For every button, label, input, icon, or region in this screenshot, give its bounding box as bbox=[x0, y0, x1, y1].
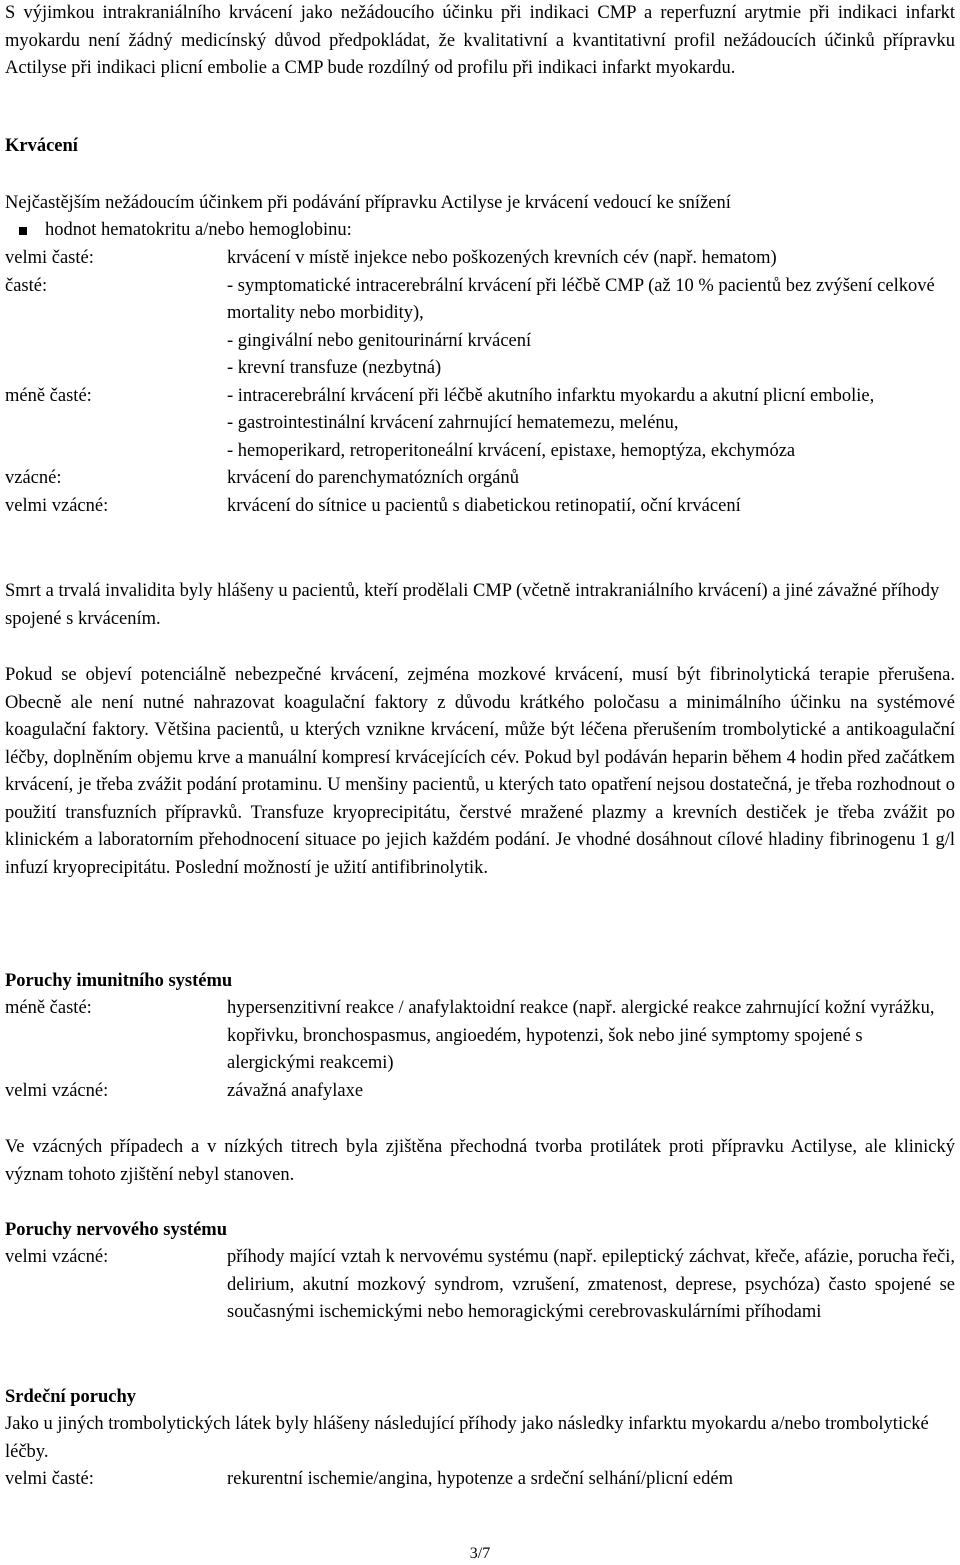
section-heading-bleeding: Krvácení bbox=[5, 136, 78, 156]
bleeding-intro: Nejčastějším nežádoucím účinkem při podávání přípravku Actilyse je krvácení vedoucí ke snížení bbox=[5, 193, 731, 213]
frequency-row bbox=[5, 383, 955, 466]
nervous-frequency-table bbox=[5, 1244, 955, 1327]
bullet-square-icon bbox=[19, 227, 27, 235]
frequency-label: méně časté: bbox=[5, 998, 92, 1018]
cardiac-frequency-table bbox=[5, 1466, 955, 1494]
frequency-line: - krevní transfuze (nezbytná) bbox=[227, 358, 442, 378]
immune-paragraph: Ve vzácných případech a v nízkých titrech byla zjištěna přechodná tvorba protilátek proti přípravku Actilyse, ale klinický význam tohoto zjištění nebyl stanoven. bbox=[5, 1137, 955, 1185]
bleeding-paragraph-mortality: Smrt a trvalá invalidita byly hlášeny u pacientů, kteří prodělali CMP (včetně intrakraniálního krvácení) a jiné závažné příhody spojené s krvácením. bbox=[5, 581, 940, 629]
cardiac-paragraph: Jako u jiných trombolytických látek byly hlášeny následující příhody jako následky infarktu myokardu a/nebo trombolytické léčby. bbox=[5, 1414, 929, 1462]
frequency-row bbox=[5, 493, 955, 521]
frequency-label: méně časté: bbox=[5, 385, 92, 406]
frequency-label: velmi vzácné: bbox=[5, 495, 109, 516]
frequency-line: - gastrointestinální krvácení zahrnující hematemezu, melénu, bbox=[227, 413, 679, 433]
frequency-label: velmi vzácné: bbox=[5, 1247, 109, 1267]
frequency-text bbox=[227, 273, 955, 383]
frequency-label: vzácné: bbox=[5, 468, 62, 488]
frequency-text: rekurentní ischemie/angina, hypotenze a srdeční selhání/plicní edém bbox=[227, 1469, 733, 1489]
frequency-row bbox=[5, 245, 955, 273]
frequency-text: příhody mající vztah k nervovému systému (např. epileptický záchvat, křeče, afázie, porucha řeči, delirium, akutní mozkový syndrom, vzrušení, zmatenost, deprese, psychóza) často spojené se současnými ischemickými nebo hemoragickými cerebrovaskulárními příhodami bbox=[227, 1247, 955, 1322]
frequency-row bbox=[5, 465, 955, 493]
bullet-text: hodnot hematokritu a/nebo hemoglobinu: bbox=[45, 220, 352, 240]
frequency-row bbox=[5, 1466, 955, 1494]
frequency-row bbox=[5, 995, 955, 1078]
bullet-item bbox=[5, 217, 955, 245]
bleeding-paragraph-management: Pokud se objeví potenciálně nebezpečné krvácení, zejména mozkové krvácení, musí být fibrinolytická terapie přerušena. Obecně ale není nutné nahrazovat koagulační faktory z důvodu krátkého poločasu a minimálního účinku na systémové koagulační faktory. Většina pacientů, u kterých vznikne krvácení, může být léčena přerušením trombolytické a antikoagulační léčby, doplněním objemu krve a manuální kompresí krvácejících cév. Pokud byl podáván heparin během 4 hodin před začátkem krvácení, je třeba zvážit podání protaminu. U menšiny pacientů, u kterých tato opatření nejsou dostatečná, je třeba rozhodnout o použití transfuzních přípravků. Transfuze kryoprecipitátu, čerstvé mražené plazmy a krevních destiček je třeba zvážit po klinickém a laboratorním přehodnocení situace po jejich každém podání. Je vhodné dosáhnout cílové hladiny fibrinogenu 1 g/l infuzí kryoprecipitátu. Poslední možností je užití antifibrinolytik. bbox=[5, 665, 955, 878]
frequency-text: krvácení do parenchymatózních orgánů bbox=[227, 468, 519, 488]
frequency-line: - symptomatické intracerebrální krvácení při léčbě CMP (až 10 % pacientů bez zvýšení celkové mortality nebo morbidity), bbox=[227, 275, 935, 323]
intro-paragraph: S výjimkou intrakraniálního krvácení jako nežádoucího účinku při indikaci CMP a reperfuzní arytmie při indikaci infarkt myokardu není žádný medicínský důvod předpokládat, že kvalitativní a kvantitativní profil nežádoucích účinků přípravku Actilyse při indikaci plicní embolie a CMP bude rozdílný od profilu při indikaci infarkt myokardu. bbox=[5, 3, 955, 78]
frequency-text bbox=[227, 383, 955, 466]
section-heading-cardiac: Srdeční poruchy bbox=[5, 1387, 137, 1407]
frequency-row bbox=[5, 273, 955, 383]
frequency-line: - gingivální nebo genitourinární krvácení bbox=[227, 330, 532, 351]
frequency-row bbox=[5, 1244, 955, 1327]
frequency-label: časté: bbox=[5, 275, 48, 296]
page-number: 3/7 bbox=[469, 1545, 491, 1562]
frequency-line: - hemoperikard, retroperitoneální krvácení, epistaxe, hemoptýza, ekchymóza bbox=[227, 440, 796, 461]
frequency-row bbox=[5, 1078, 955, 1106]
frequency-label: velmi časté: bbox=[5, 248, 94, 268]
frequency-text: krvácení v místě injekce nebo poškozených krevních cév (např. hematom) bbox=[227, 248, 777, 268]
frequency-text: krvácení do sítnice u pacientů s diabetickou retinopatií, oční krvácení bbox=[227, 495, 741, 516]
immune-frequency-table bbox=[5, 995, 955, 1105]
bleeding-frequency-table bbox=[5, 245, 955, 520]
frequency-text: hypersenzitivní reakce / anafylaktoidní reakce (např. alergické reakce zahrnující kožní vyrážku, kopřivku, bronchospasmus, angioedém, hypotenzi, šok nebo jiné symptomy spojené s alergickými reakcemi) bbox=[227, 998, 935, 1073]
frequency-text: závažná anafylaxe bbox=[227, 1080, 364, 1101]
frequency-line: - intracerebrální krvácení při léčbě akutního infarktu myokardu a akutní plicní embolie, bbox=[227, 385, 875, 406]
section-heading-immune: Poruchy imunitního systému bbox=[5, 971, 233, 991]
section-heading-nervous: Poruchy nervového systému bbox=[5, 1220, 227, 1240]
frequency-label: velmi časté: bbox=[5, 1469, 94, 1489]
frequency-label: velmi vzácné: bbox=[5, 1080, 109, 1101]
